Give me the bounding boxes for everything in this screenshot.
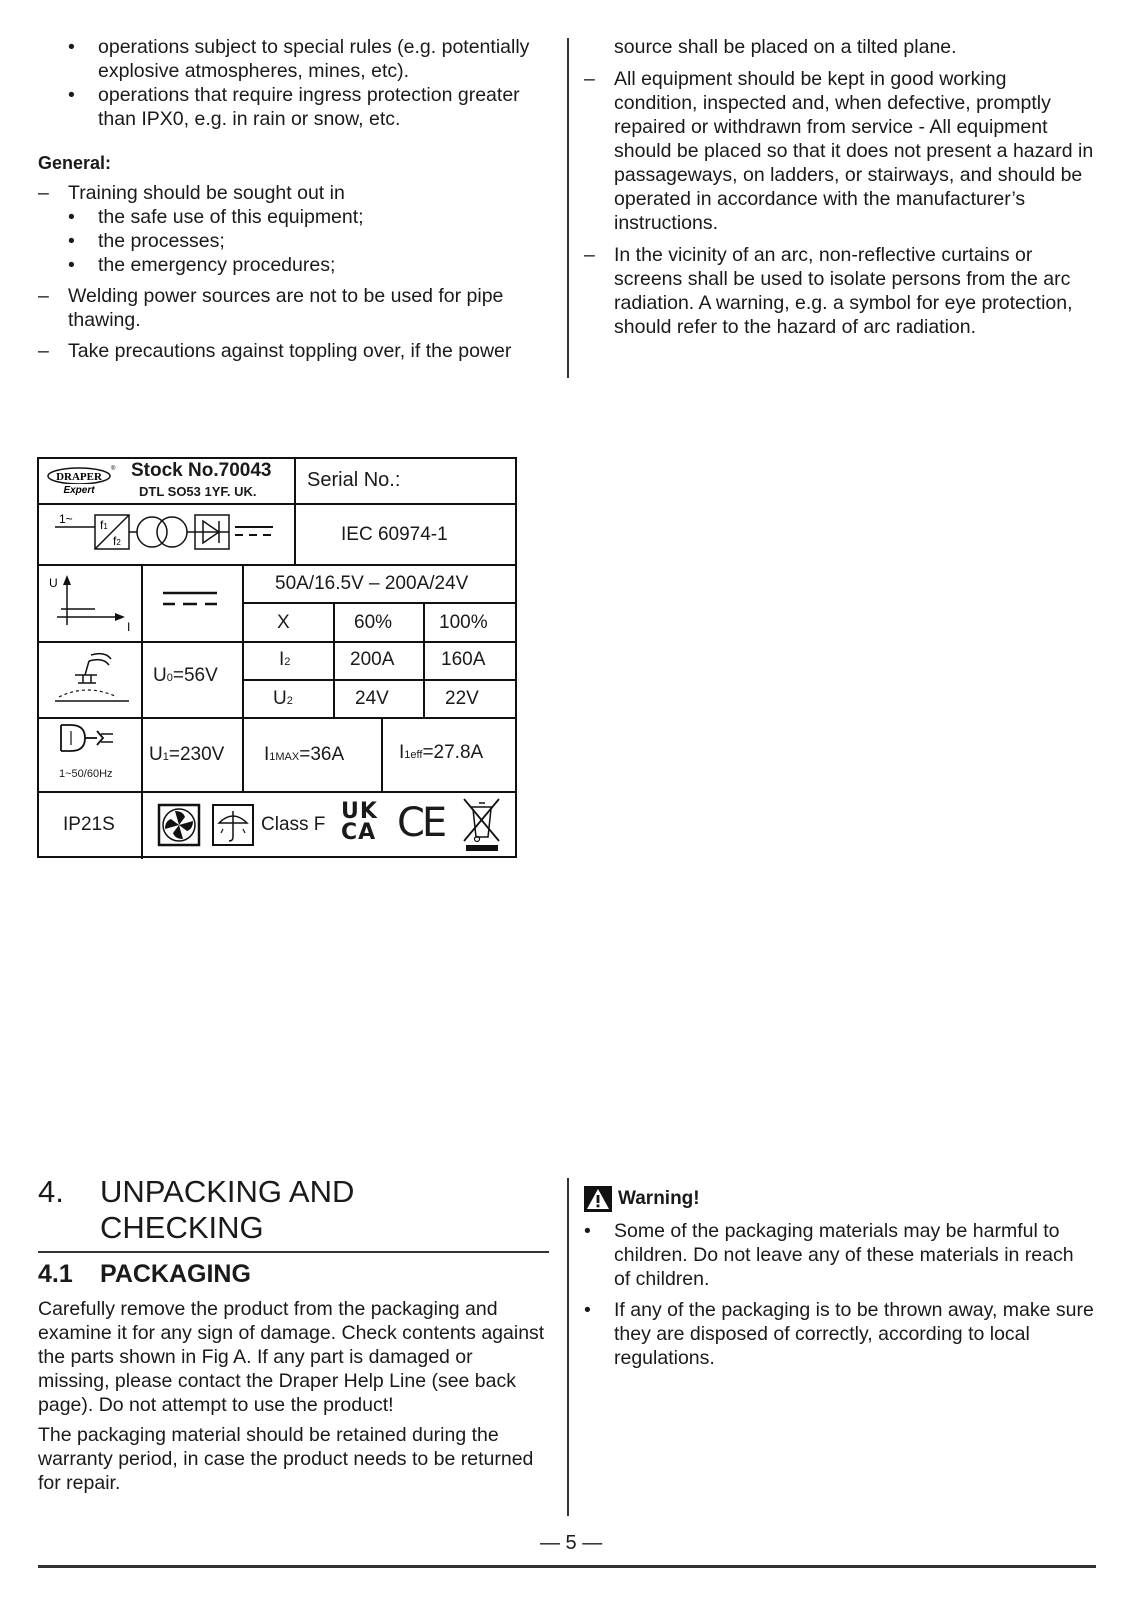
top-left-column [38, 35, 548, 363]
list-item: • the emergency procedures; [68, 254, 336, 276]
u2-60: 24V [355, 688, 389, 709]
svg-text:I: I [127, 620, 131, 634]
characteristic-curve-icon [45, 569, 139, 637]
list-item: – Take precautions against toppling over, if the power [38, 340, 512, 362]
subsection-title: PACKAGING [100, 1260, 251, 1288]
weee-bin-icon [461, 795, 503, 855]
list-item: • operations subject to special rules (e.g. potentially explosive atmospheres, mines, etc). [68, 36, 530, 82]
u2-100: 22V [445, 688, 479, 709]
svg-text:1~: 1~ [59, 512, 73, 526]
section-number: 4. [38, 1174, 64, 1209]
list-item: • operations that require ingress protection greater than IPX0, e.g. in rain or snow, etc. [68, 84, 520, 130]
indoor-use-icon [211, 803, 255, 847]
top-right-column: source shall be placed on a tilted plane. – All equipment should be kept in good working condition, inspected and, when defective, promptly repaired or withdrawn from service - All equipment should be placed so that it does not present a hazard in passageways, on ladders, or stairways, and should be operated in accordance with the manufacturer’s instructions. – In the vicinity of an arc, non-reflective curtains or screens shall be used to isolate persons from the arc radiation. A warning, e.g. a symbol for eye protection, should refer to the hazard of arc radiation. [584, 36, 1094, 338]
column-divider [567, 1178, 569, 1516]
list-item: • If any of the packaging is to be thrown away, make sure they are disposed of correctly, according to local regulations. [584, 1299, 1094, 1369]
warning-triangle-icon [584, 1186, 612, 1212]
serial-label: Serial No.: [307, 469, 401, 491]
insulation-class: Class F [261, 814, 326, 835]
list-item: • the processes; [68, 230, 225, 252]
column-divider [567, 38, 569, 378]
subsection-heading [38, 1260, 251, 1289]
duty-cycle-100: 100% [439, 612, 488, 633]
list-item: – All equipment should be kept in good working condition, inspected and, when defective, promptly repaired or withdrawn from service - All equipment should be placed so that it does not present a hazard in passageways, on ladders, or stairways, and should be operated in accordance with the manufacturer’s instructions. [584, 68, 1094, 234]
svg-text:f1: f1 [100, 518, 108, 532]
svg-text:U: U [49, 576, 58, 590]
list-item: – Welding power sources are not to be used for pipe thawing. [38, 285, 504, 331]
list-item: – In the vicinity of an arc, non-reflective curtains or screens shall be used to isolate persons from the arc radiation. A warning, e.g. a symbol for eye protection, should refer to the hazard of arc radiation. [584, 244, 1073, 338]
list-item: • the safe use of this equipment; [68, 206, 364, 228]
company-address: DTL SO53 1YF. UK. [139, 484, 257, 499]
iec-standard: IEC 60974-1 [341, 524, 448, 545]
welding-torch-icon [53, 649, 133, 711]
warning-box [584, 1185, 1094, 1370]
u2-label: U2 [273, 688, 293, 709]
current-voltage-range: 50A/16.5V – 200A/24V [275, 573, 469, 594]
ip-rating: IP21S [63, 814, 115, 835]
footer-rule [38, 1565, 1096, 1568]
i2-label: I2 [279, 649, 291, 670]
i2-60: 200A [350, 649, 395, 670]
duty-cycle-60: 60% [354, 612, 393, 633]
duty-cycle-label: X [277, 612, 290, 633]
dc-output-icon [159, 587, 223, 611]
section-title-line1: UNPACKING AND [100, 1174, 355, 1209]
subsection-number: 4.1 [38, 1260, 73, 1288]
warning-heading: Warning! [584, 1185, 1094, 1213]
ce-mark: CE [397, 800, 445, 846]
svg-text:Expert: Expert [63, 485, 95, 496]
fan-cooled-icon [157, 803, 201, 847]
list-item: • Some of the packaging materials may be harmful to children. Do not leave any of these materials in reach of children. [584, 1220, 1074, 1290]
stock-number: Stock No.70043 [131, 460, 272, 481]
open-circuit-voltage: U0=56V [153, 665, 218, 686]
ukca-mark: UK CA [341, 799, 378, 845]
packaging-text [38, 1297, 549, 1495]
list-item: – Training should be sought out in [38, 182, 345, 204]
heading-rule [38, 1251, 549, 1253]
rating-plate [37, 457, 517, 858]
supply-frequency: 1~50/60Hz [59, 768, 113, 780]
general-heading: General: [38, 153, 112, 173]
draper-logo [47, 465, 117, 497]
svg-text:DRAPER: DRAPER [56, 471, 102, 483]
paragraph: The packaging material should be retained during the warranty period, in case the product needs to be returned for repair. [38, 1424, 534, 1494]
supply-voltage: U1=230V [149, 744, 225, 765]
max-supply-current: I1MAX=36A [264, 744, 345, 765]
section-title-line2: CHECKING [100, 1210, 264, 1245]
i2-100: 160A [441, 649, 486, 670]
paragraph: Carefully remove the product from the packaging and examine it for any sign of damage. Check contents against the parts shown in Fig A. If any part is damaged or missing, please contact the Draper Help Line (see back page). Do not attempt to use the product! [38, 1298, 545, 1416]
effective-supply-current: I1eff=27.8A [399, 742, 484, 763]
section-heading [38, 1174, 354, 1246]
mains-plug-icon [57, 721, 117, 755]
svg-text:®: ® [111, 466, 116, 472]
inverter-transformer-rectifier-icon [51, 509, 281, 561]
page-number: — 5 — [540, 1532, 603, 1554]
svg-text:f2: f2 [113, 534, 121, 548]
